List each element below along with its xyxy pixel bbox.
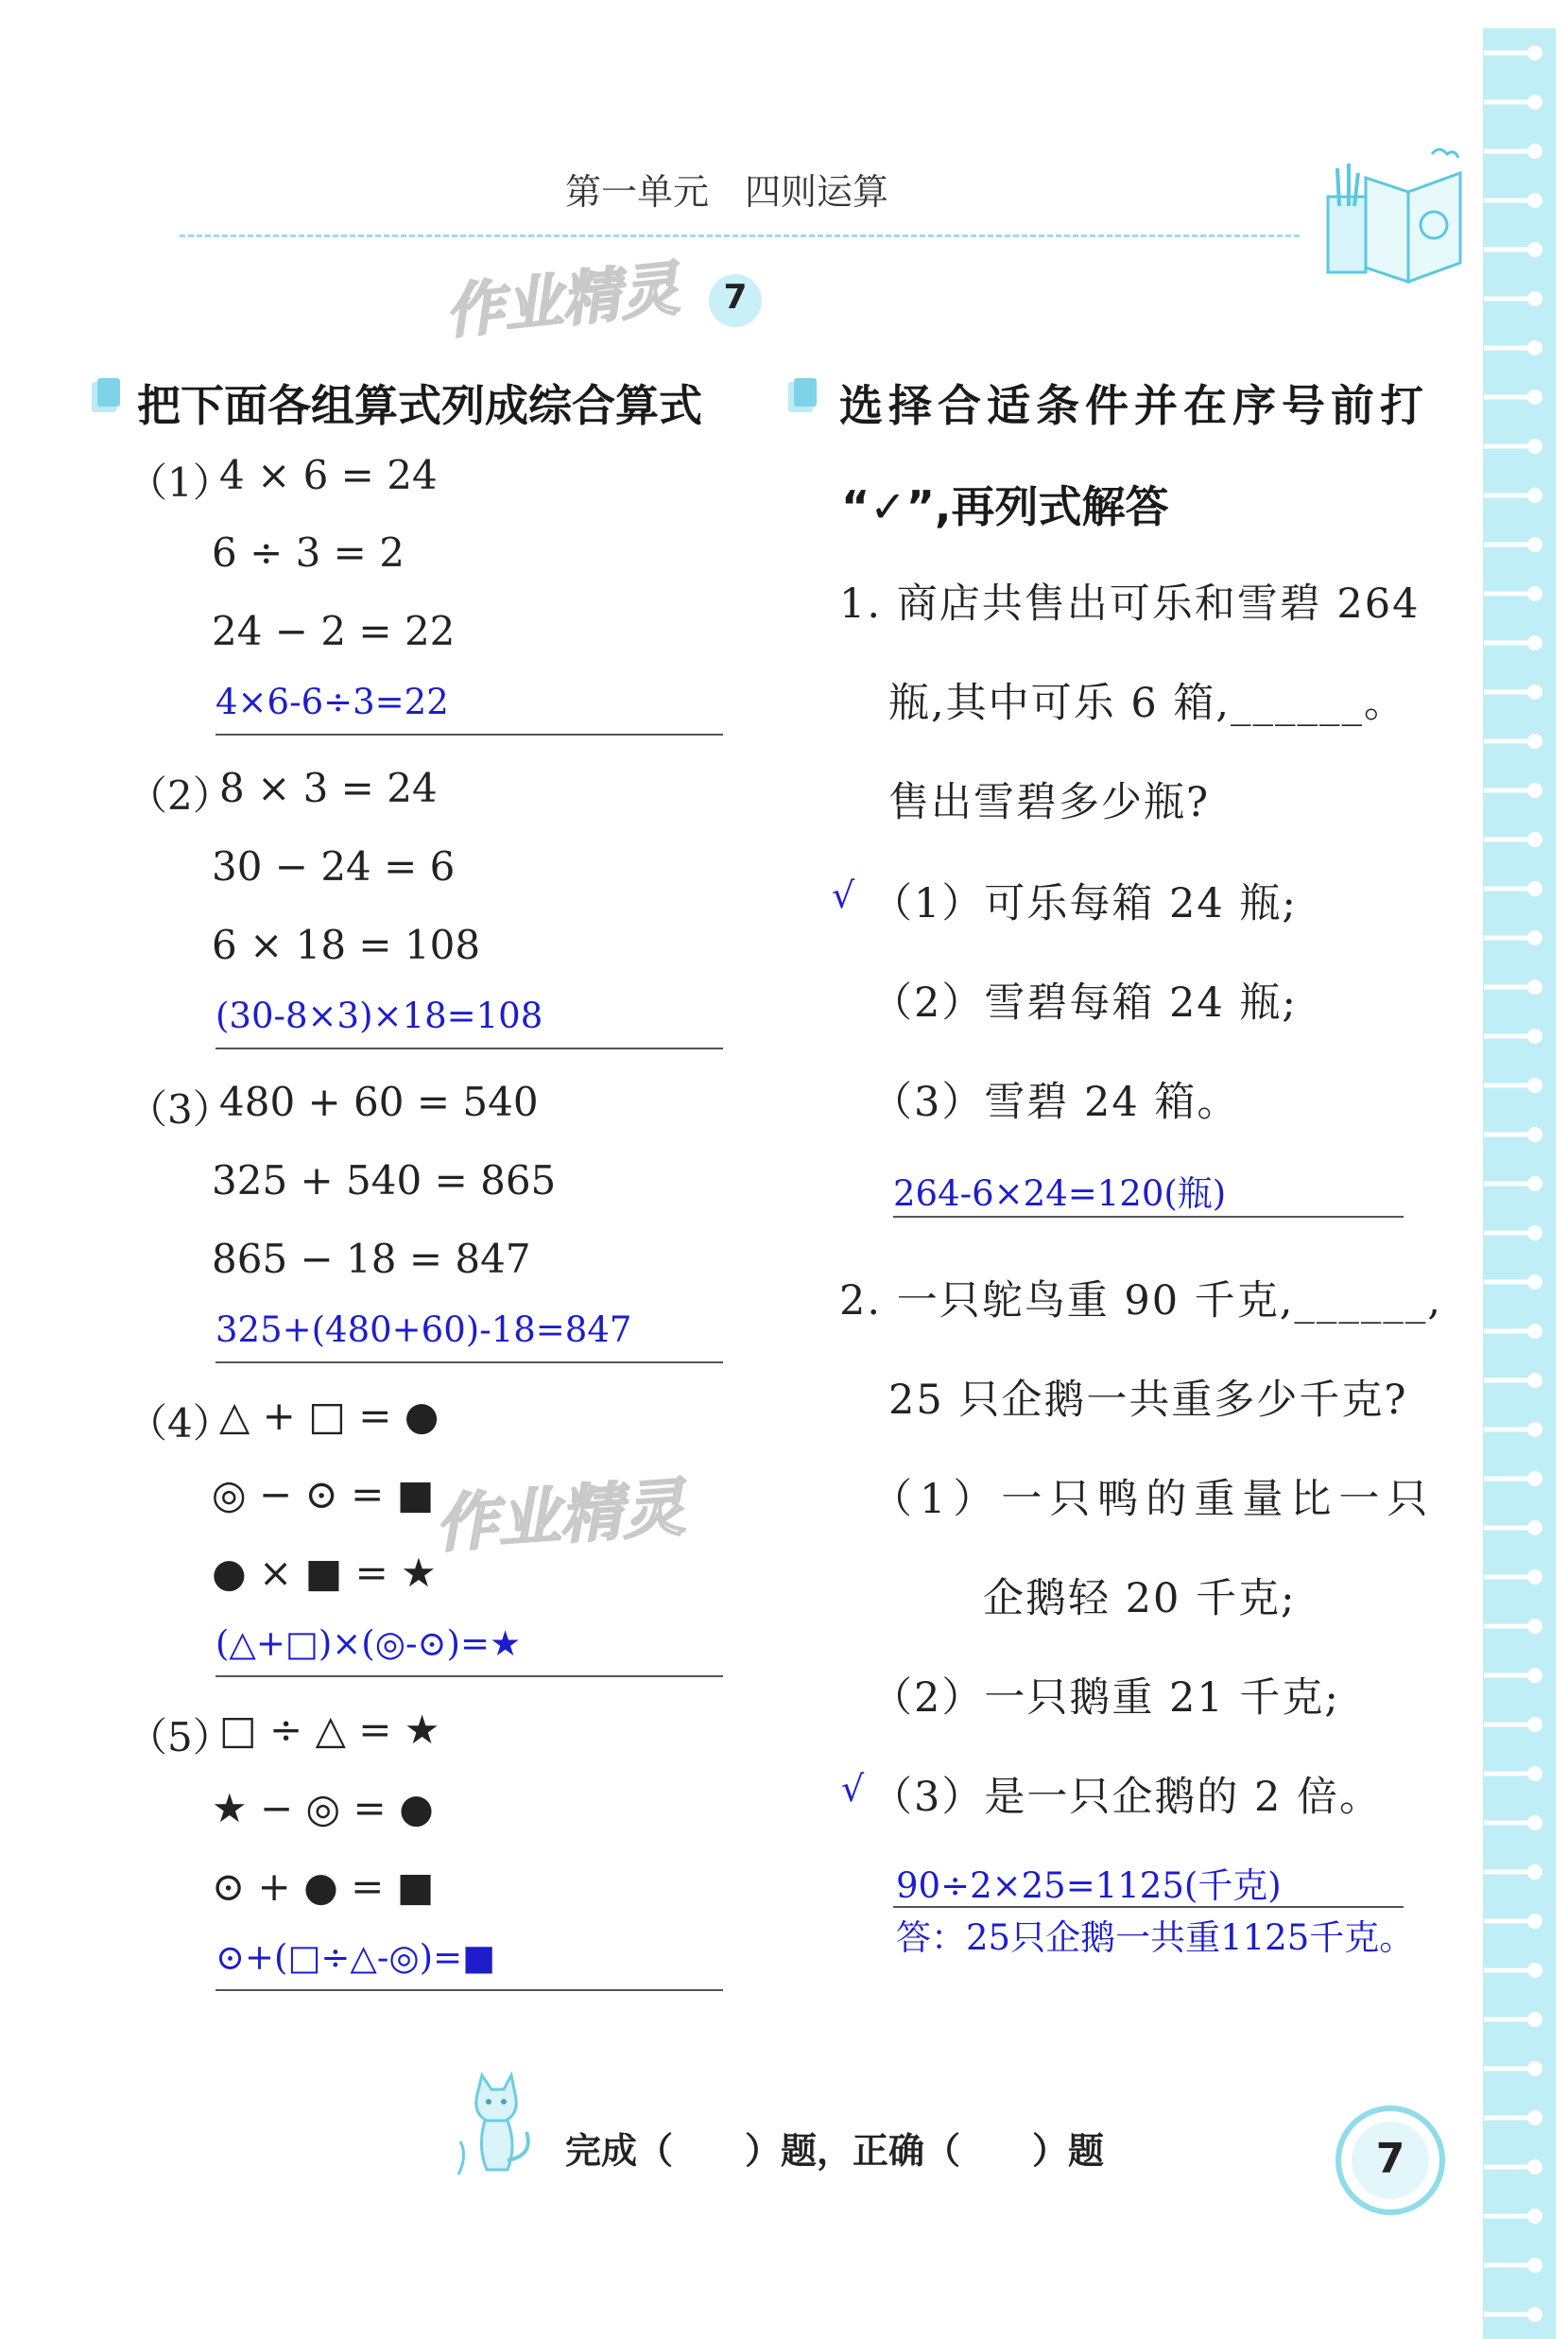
group-4-label: （4） (128, 1400, 233, 1447)
section-marker-icon (90, 378, 122, 414)
binder-ring (1484, 1567, 1546, 1587)
q2-reply: 答：25只企鹅一共重1125千克。 (896, 1917, 1415, 1958)
binder-ring (1484, 1517, 1546, 1538)
q2-option-1-cont: 企鹅轻 20 千克; (983, 1575, 1297, 1622)
binder-ring (1484, 2107, 1546, 2128)
q2-option-1: （1）一只鸭的重量比一只 (871, 1476, 1436, 1523)
group-3-label: （3） (128, 1086, 233, 1133)
binder-ring (1484, 2255, 1546, 2276)
group-3-line-2: 325 + 540 = 865 (212, 1157, 557, 1204)
group-5-line-1: □ ÷ △ = ★ (219, 1707, 440, 1753)
binder-ring (1484, 1665, 1546, 1686)
group-4-answer-line (215, 1675, 723, 1677)
binder-ring (1484, 1862, 1546, 1882)
binder-ring (1484, 485, 1546, 506)
group-1-answer-line (215, 734, 723, 736)
binder-ring (1484, 1173, 1546, 1194)
q1-option-1: （1）可乐每箱 24 瓶; (871, 880, 1298, 927)
unit-title: 第一单元 四则运算 (565, 171, 889, 213)
binder-ring (1484, 92, 1546, 113)
q1-line-1: 1. 商店共售出可乐和雪碧 264 (839, 580, 1421, 628)
binder-ring (1484, 190, 1546, 211)
group-1-label: （1） (128, 459, 233, 506)
group-5-answer-line (215, 1989, 723, 1991)
binder-ring (1484, 583, 1546, 604)
binder-ring (1484, 2206, 1546, 2226)
binder-ring (1484, 829, 1546, 850)
group-1-line-2: 6 ÷ 3 = 2 (212, 529, 405, 576)
group-5-answer: ⊙+(□÷△-◎)=■ (215, 1937, 496, 1978)
group-3-answer: 325+(480+60)-18=847 (215, 1309, 632, 1350)
binder-ring (1484, 977, 1546, 997)
left-section-title: 把下面各组算式列成综合算式 (137, 380, 702, 431)
binder-ring (1484, 239, 1546, 260)
binder-ring (1484, 1075, 1546, 1096)
binder-ring (1484, 1714, 1546, 1735)
binder-ring (1484, 1222, 1546, 1243)
group-5-label: （5） (128, 1714, 233, 1760)
q1-answer-line (893, 1216, 1404, 1218)
binder-ring (1484, 1960, 1546, 1981)
binder-ring (1484, 338, 1546, 358)
q2-line-1: 2. 一只鸵鸟重 90 千克,______, (839, 1277, 1443, 1325)
group-2-line-2: 30 − 24 = 6 (212, 843, 456, 890)
binder-ring (1484, 1763, 1546, 1784)
binder-ring (1484, 927, 1546, 948)
binder-ring (1484, 2157, 1546, 2177)
binder-ring (1484, 780, 1546, 801)
binder-ring (1484, 534, 1546, 555)
group-5-line-2: ★ − ◎ = ● (212, 1785, 434, 1831)
binder-ring (1484, 1419, 1546, 1440)
group-4-answer: (△+□)×(◎-⊙)=★ (215, 1623, 522, 1664)
cat-mascot-icon (449, 2066, 543, 2179)
group-4-line-1: △ + □ = ● (219, 1393, 439, 1439)
binder-ring (1484, 1272, 1546, 1292)
group-2-line-1: 8 × 3 = 24 (219, 765, 438, 811)
q2-answer-line (893, 1906, 1404, 1908)
binder-ring (1484, 2009, 1546, 2030)
q1-line-2: 瓶,其中可乐 6 箱,______。 (888, 680, 1407, 727)
binder-ring (1484, 1124, 1546, 1145)
binder-ring (1484, 632, 1546, 653)
page-number: 7 (1375, 2135, 1405, 2183)
q2-option-2: （2）一只鹅重 21 千克; (871, 1674, 1340, 1722)
q1-check-mark: √ (832, 875, 855, 916)
brand-watermark: 作业精灵 (441, 253, 682, 347)
group-1-line-3: 24 − 2 = 22 (212, 608, 456, 654)
group-2-line-3: 6 × 18 = 108 (212, 922, 481, 968)
binder-ring (1484, 1468, 1546, 1489)
binder-ring (1484, 288, 1546, 309)
group-2-answer-line (215, 1048, 723, 1049)
book-illustration-icon (1318, 140, 1470, 291)
group-4-line-2: ◎ − ⊙ = ■ (212, 1471, 435, 1517)
binder-ring (1484, 436, 1546, 457)
binder-ring (1484, 1812, 1546, 1833)
q1-line-3: 售出雪碧多少瓶? (888, 779, 1211, 826)
right-section-title-line-1: 选择合适条件并在序号前打 (839, 380, 1429, 431)
binder-ring (1484, 731, 1546, 752)
q2-answer: 90÷2×25=1125(千克) (896, 1865, 1282, 1906)
binder-ring (1484, 2058, 1546, 2079)
q1-option-2: （2）雪碧每箱 24 瓶; (871, 979, 1298, 1027)
binder-ring (1484, 878, 1546, 899)
right-section-title-line-2: “✓”,再列式解答 (841, 481, 1169, 532)
binder-ring (1484, 2304, 1546, 2325)
section-marker-icon-right (786, 378, 818, 414)
binder-ring (1484, 387, 1546, 407)
progress-text: 完成（ ）题，正确（ ）题 (565, 2130, 1105, 2172)
q2-check-mark: √ (841, 1768, 865, 1810)
group-4-line-3: ● × ■ = ★ (212, 1550, 437, 1596)
small-page-number: 7 (723, 278, 748, 317)
binder-ring (1484, 1370, 1546, 1391)
group-5-line-3: ⊙ + ● = ■ (212, 1863, 435, 1910)
binder-ring (1484, 43, 1546, 63)
binder-ring (1484, 1616, 1546, 1637)
group-3-line-1: 480 + 60 = 540 (219, 1079, 539, 1125)
group-2-label: （2） (128, 772, 233, 819)
binder-ring (1484, 1026, 1546, 1047)
q2-line-2: 25 只企鹅一共重多少千克? (888, 1377, 1408, 1424)
brand-watermark-mid: 作业精灵 (433, 1470, 687, 1562)
q1-answer: 264-6×24=120(瓶) (893, 1173, 1227, 1214)
header-dashed-divider (180, 234, 1300, 237)
group-2-answer: (30-8×3)×18=108 (215, 996, 543, 1036)
binder-ring (1484, 1911, 1546, 1932)
group-1-answer: 4×6-6÷3=22 (215, 682, 449, 722)
binder-ring (1484, 141, 1546, 162)
q1-option-3: （3）雪碧 24 箱。 (871, 1079, 1240, 1126)
binder-ring (1484, 1321, 1546, 1342)
binder-ring (1484, 682, 1546, 702)
q2-option-3: （3）是一只企鹅的 2 倍。 (871, 1774, 1383, 1821)
group-3-answer-line (215, 1361, 723, 1363)
group-1-line-1: 4 × 6 = 24 (219, 452, 438, 498)
group-3-line-3: 865 − 18 = 847 (212, 1236, 531, 1282)
